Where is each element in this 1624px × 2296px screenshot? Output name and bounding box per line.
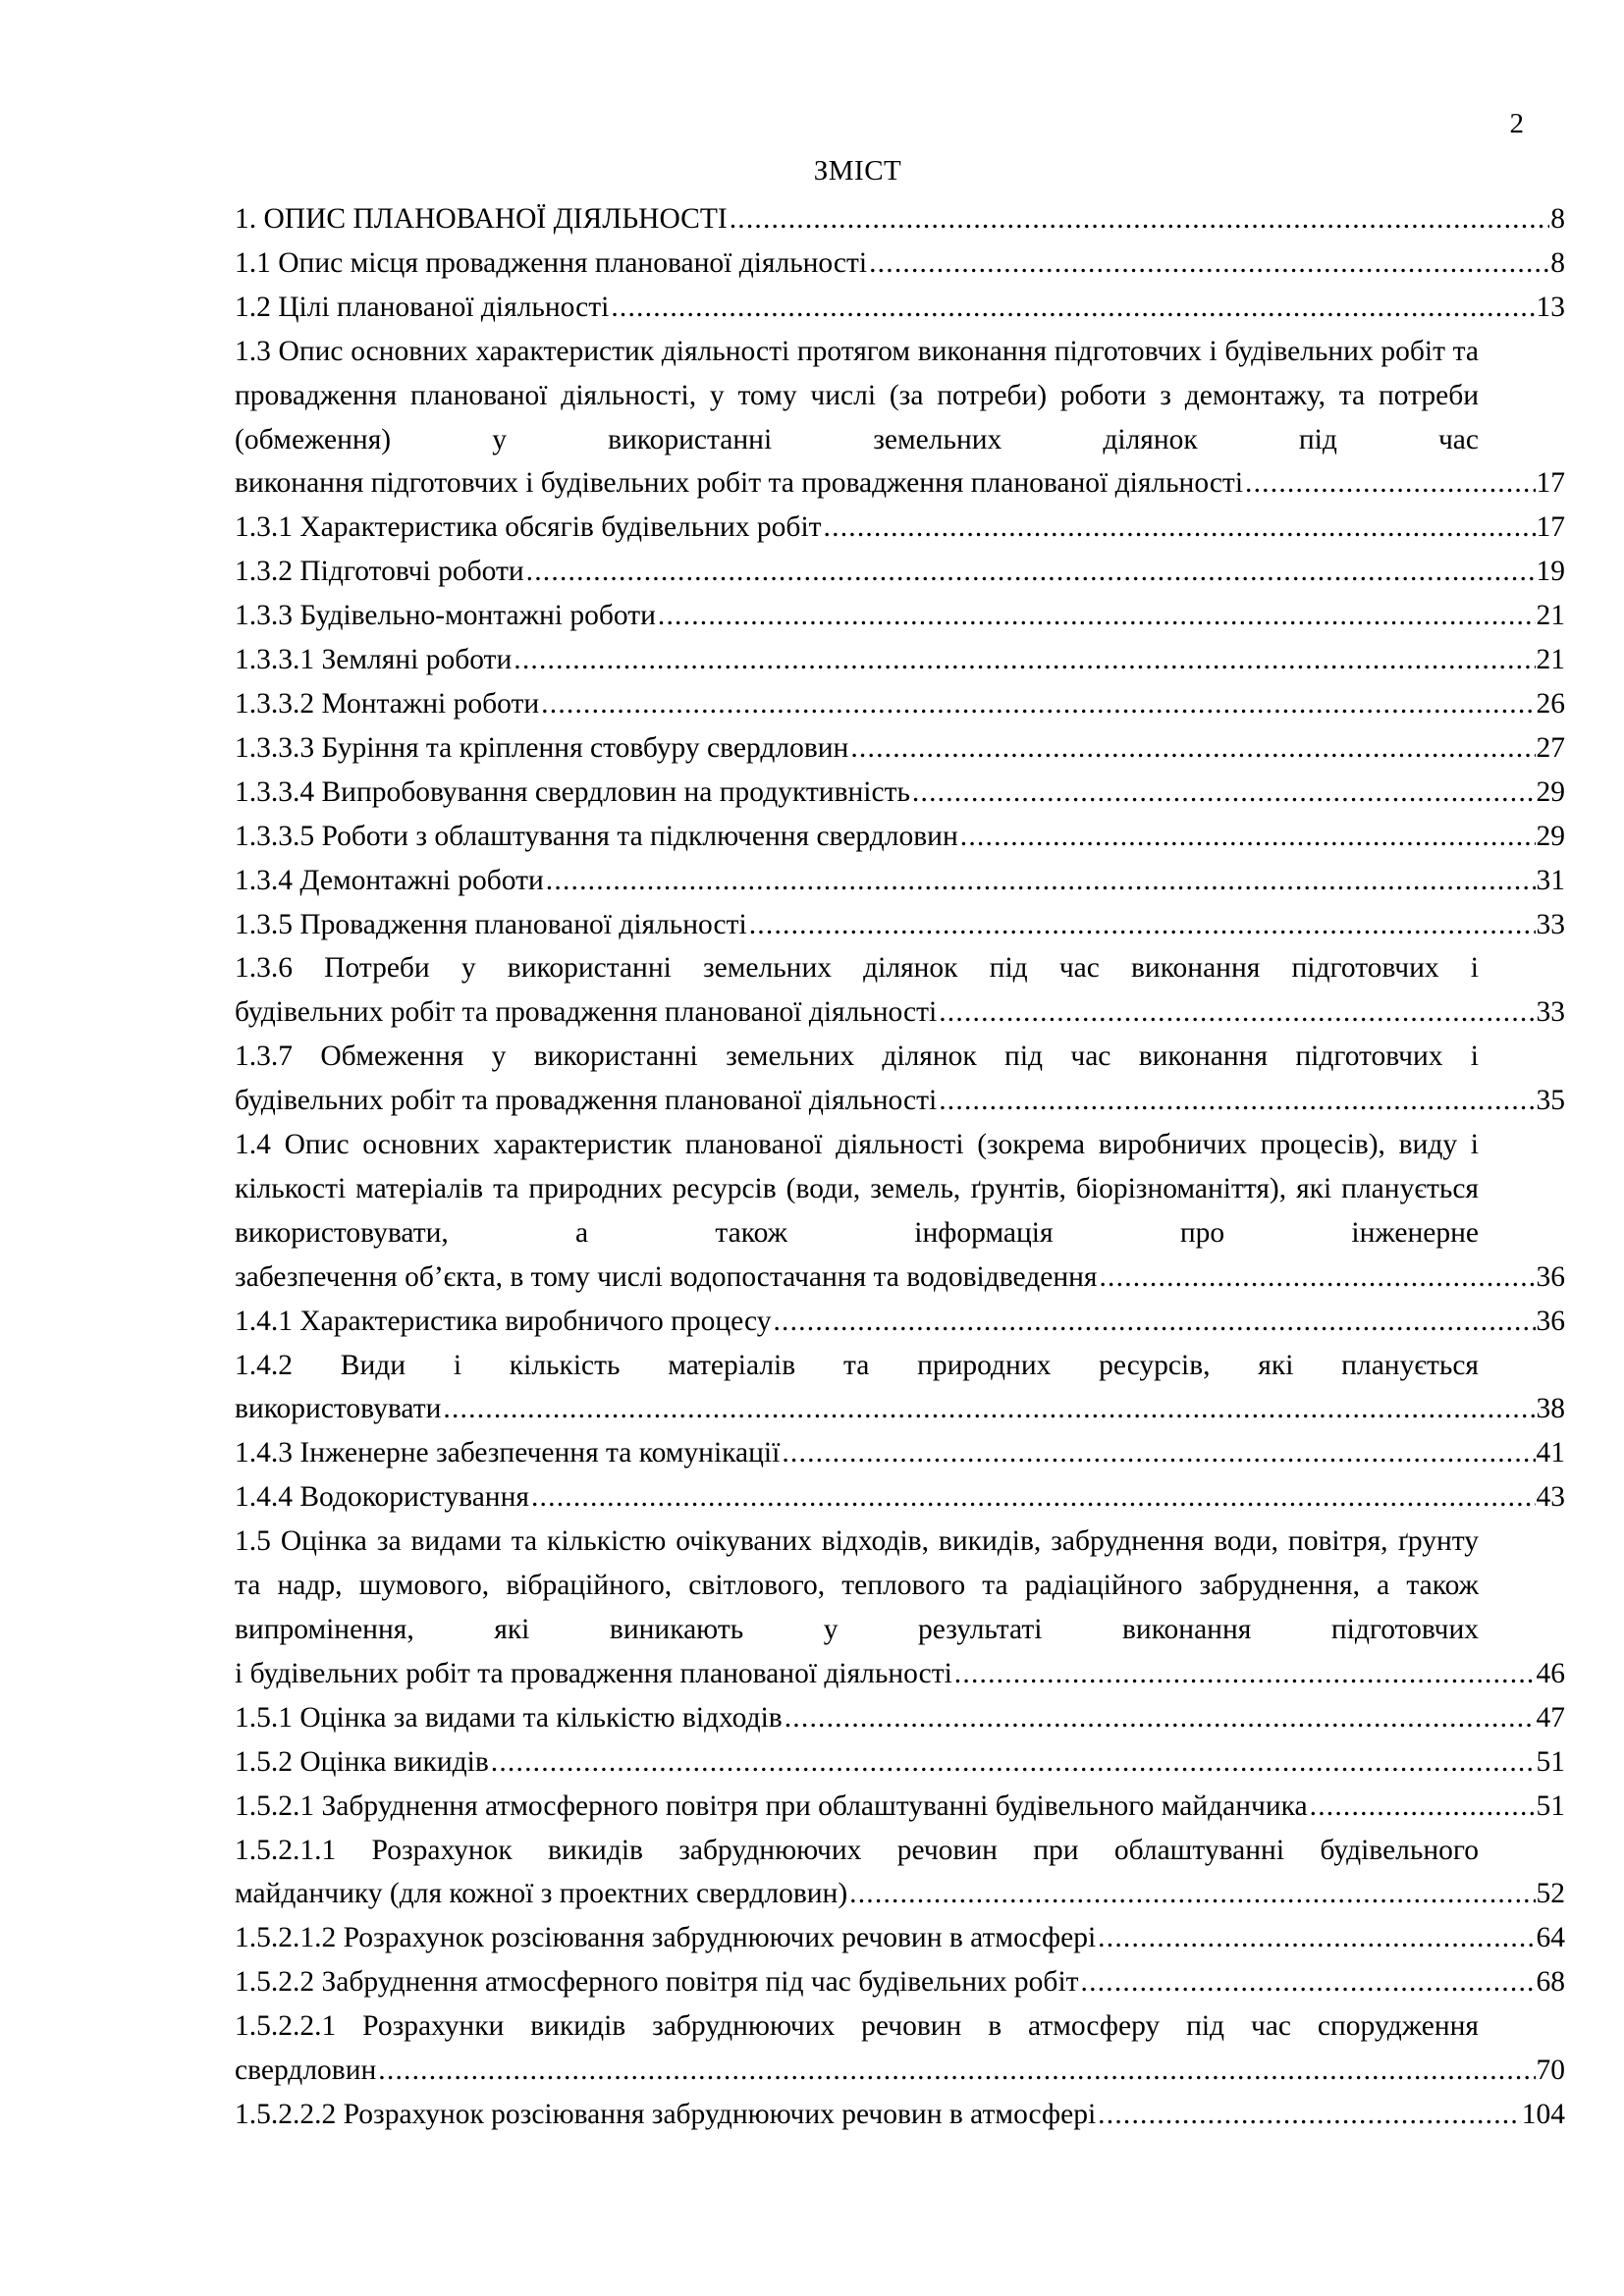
toc-entry[interactable] bbox=[235, 682, 1565, 726]
toc-entry-line bbox=[235, 594, 1565, 638]
toc-entry[interactable] bbox=[235, 1740, 1565, 1785]
toc-entry-line bbox=[235, 241, 1565, 286]
toc-entry-line bbox=[235, 461, 1565, 506]
toc-entry-page: 51 bbox=[1536, 1745, 1565, 1778]
dot-leader bbox=[541, 682, 1535, 726]
toc-entry-text: 1.5.1 Оцінка за видами та кількістю відходів bbox=[235, 1701, 783, 1734]
toc-entry-page: 21 bbox=[1536, 644, 1565, 676]
toc-entry[interactable] bbox=[235, 1344, 1565, 1432]
toc-entry-page: 33 bbox=[1536, 996, 1565, 1029]
dot-leader bbox=[1310, 1785, 1536, 1829]
dot-leader bbox=[749, 903, 1536, 947]
toc-entry-head: 1.5.2.2.1 Розрахунки викидів забруднюючих речовин в атмосферу під час спорудження bbox=[235, 2010, 1479, 2043]
toc-entry[interactable] bbox=[235, 2004, 1565, 2093]
dot-leader bbox=[939, 990, 1535, 1035]
toc-entry[interactable] bbox=[235, 1960, 1565, 2004]
dot-leader bbox=[869, 241, 1549, 286]
toc-entry-page: 38 bbox=[1536, 1393, 1565, 1425]
toc-entry-line bbox=[235, 903, 1565, 947]
dot-leader bbox=[850, 726, 1535, 771]
dot-leader bbox=[514, 638, 1535, 682]
dot-leader bbox=[546, 859, 1536, 903]
toc-entry-line bbox=[235, 1740, 1565, 1785]
toc-entry[interactable] bbox=[235, 1916, 1565, 1960]
toc-entry-text: 1. ОПИС ПЛАНОВАНОЇ ДІЯЛЬНОСТІ bbox=[235, 203, 728, 235]
toc-entry[interactable] bbox=[235, 506, 1565, 550]
toc-entry[interactable] bbox=[235, 815, 1565, 859]
toc-entry-page: 19 bbox=[1536, 556, 1565, 588]
toc-entry[interactable] bbox=[235, 286, 1565, 330]
toc-entry-page: 21 bbox=[1536, 600, 1565, 632]
dot-leader bbox=[526, 550, 1536, 594]
dot-leader bbox=[1245, 461, 1535, 506]
toc-entry-page: 31 bbox=[1536, 864, 1565, 896]
toc-entry[interactable] bbox=[235, 330, 1565, 507]
toc-entry-text: 1.3.3.3 Буріння та кріплення стовбуру свердловин bbox=[235, 731, 849, 764]
toc-entry[interactable] bbox=[235, 1785, 1565, 1829]
toc-entry[interactable] bbox=[235, 638, 1565, 682]
toc-entry[interactable] bbox=[235, 1431, 1565, 1475]
toc-entry-line bbox=[235, 1255, 1565, 1300]
toc-entry-page: 47 bbox=[1536, 1701, 1565, 1734]
toc-entry[interactable] bbox=[235, 1520, 1565, 1696]
toc-entry-text: 1.4.3 Інженерне забезпечення та комунікації bbox=[235, 1437, 781, 1469]
toc-entry-line bbox=[235, 815, 1565, 859]
toc-entry-text: будівельних робіт та провадження планованої діяльності bbox=[235, 1085, 938, 1117]
toc-entry-page: 35 bbox=[1536, 1085, 1565, 1117]
toc-entry-head: 1.3.7 Обмеження у використанні земельних ділянок під час виконання підготовчих і bbox=[235, 1041, 1479, 1073]
toc-entry-line bbox=[235, 859, 1565, 903]
toc-entry[interactable] bbox=[235, 2093, 1565, 2137]
dot-leader bbox=[531, 1475, 1536, 1520]
toc-entry[interactable] bbox=[235, 859, 1565, 903]
toc-entry[interactable] bbox=[235, 771, 1565, 815]
toc-entry-head: 1.5.2.1.1 Розрахунок викидів забруднюючих речовин при облаштуванні будівельного bbox=[235, 1834, 1479, 1866]
toc-entry[interactable] bbox=[235, 1829, 1565, 1917]
toc-entry-head: 1.4.2 Види і кількість матеріалів та природних ресурсів, які планується bbox=[235, 1349, 1479, 1381]
toc-entry[interactable] bbox=[235, 946, 1565, 1035]
dot-leader bbox=[773, 1300, 1535, 1344]
toc-entry-line bbox=[235, 771, 1565, 815]
toc-entry-line bbox=[235, 1431, 1565, 1475]
toc-title: ЗМІСТ bbox=[813, 155, 902, 187]
toc-entry-page: 27 bbox=[1536, 731, 1565, 764]
toc-entry-line bbox=[235, 1960, 1565, 2004]
dot-leader bbox=[658, 594, 1536, 638]
toc-entry-text: 1.2 Цілі планованої діяльності bbox=[235, 291, 610, 323]
dot-leader bbox=[782, 1431, 1535, 1475]
toc-entry-text: виконання підготовчих і будівельних робіт та провадження планованої діяльності bbox=[235, 467, 1244, 500]
table-of-contents bbox=[235, 197, 1565, 2137]
toc-entry-line bbox=[235, 1387, 1565, 1431]
toc-entry-page: 46 bbox=[1536, 1657, 1565, 1689]
toc-entry-text: 1.3.4 Демонтажні роботи bbox=[235, 864, 544, 896]
toc-entry-line bbox=[235, 286, 1565, 330]
toc-entry-page: 29 bbox=[1536, 775, 1565, 808]
toc-entry[interactable] bbox=[235, 594, 1565, 638]
toc-entry-line bbox=[235, 1696, 1565, 1740]
toc-entry-line bbox=[235, 638, 1565, 682]
toc-entry-line bbox=[235, 197, 1565, 241]
toc-entry-text: 1.3.3 Будівельно-монтажні роботи bbox=[235, 600, 656, 632]
toc-entry-page: 8 bbox=[1550, 203, 1565, 235]
dot-leader bbox=[824, 506, 1536, 550]
dot-leader bbox=[1098, 1916, 1535, 1960]
toc-entry-text: 1.3.3.2 Монтажні роботи bbox=[235, 687, 540, 720]
toc-entry-head: 1.3.6 Потреби у використанні земельних ділянок під час виконання підготовчих і bbox=[235, 952, 1479, 985]
toc-entry-text: 1.5.2 Оцінка викидів bbox=[235, 1745, 489, 1778]
toc-entry-text: 1.3.3.5 Роботи з облаштування та підключення свердловин bbox=[235, 820, 958, 852]
toc-entry-line bbox=[235, 2049, 1565, 2093]
toc-entry-page: 104 bbox=[1521, 2098, 1565, 2130]
toc-entry-line bbox=[235, 1300, 1565, 1344]
toc-entry-text: 1.5.2.1 Забруднення атмосферного повітря при облаштуванні будівельного майданчика bbox=[235, 1789, 1308, 1822]
toc-entry-line bbox=[235, 726, 1565, 771]
toc-entry-head: 1.3 Опис основних характеристик діяльності протягом виконання підготовчих і будівельних робіт та провадження планованої діяльності, у тому числі (за потреби) роботи з демонтажу, та потреби (обмеження) у використанні земельних ділянок під час bbox=[235, 335, 1479, 455]
toc-entry-page: 36 bbox=[1536, 1260, 1565, 1293]
toc-entry-text: 1.4.1 Характеристика виробничого процесу bbox=[235, 1305, 772, 1337]
toc-entry-page: 33 bbox=[1536, 908, 1565, 940]
dot-leader bbox=[611, 286, 1535, 330]
toc-entry[interactable] bbox=[235, 1300, 1565, 1344]
dot-leader bbox=[912, 771, 1536, 815]
toc-entry-head: 1.5 Оцінка за видами та кількістю очікуваних відходів, викидів, забруднення води, повітря, ґрунту та надр, шумового, вібраційного, світлового, теплового та радіаційного забруднення, а також випромінення, які виникають у результаті виконання підготовчих bbox=[235, 1525, 1479, 1645]
toc-entry-text: 1.5.2.1.2 Розрахунок розсіювання забруднюючих речовин в атмосфері bbox=[235, 1922, 1097, 1954]
toc-entry-text: і будівельних робіт та провадження планованої діяльності bbox=[235, 1657, 952, 1689]
toc-entry-text: 1.3.1 Характеристика обсягів будівельних робіт bbox=[235, 511, 822, 544]
toc-entry-line bbox=[235, 1652, 1565, 1696]
toc-entry-page: 26 bbox=[1536, 687, 1565, 720]
toc-entry-text: 1.3.3.4 Випробовування свердловин на продуктивність bbox=[235, 775, 910, 808]
toc-entry-page: 36 bbox=[1536, 1305, 1565, 1337]
dot-leader bbox=[378, 2049, 1535, 2093]
toc-entry-page: 41 bbox=[1536, 1437, 1565, 1469]
toc-entry-page: 68 bbox=[1536, 1966, 1565, 1999]
toc-entry-text: 1.4.4 Водокористування bbox=[235, 1481, 529, 1514]
toc-entry-page: 13 bbox=[1536, 291, 1565, 323]
toc-entry[interactable] bbox=[235, 550, 1565, 594]
toc-entry-text: забезпечення об’єкта, в тому числі водопостачання та водовідведення bbox=[235, 1260, 1098, 1293]
dot-leader bbox=[849, 1872, 1535, 1916]
toc-entry-page: 51 bbox=[1536, 1789, 1565, 1822]
toc-entry-page: 29 bbox=[1536, 820, 1565, 852]
toc-entry-line bbox=[235, 550, 1565, 594]
dot-leader bbox=[954, 1652, 1536, 1696]
page-number: 2 bbox=[1509, 108, 1524, 139]
toc-entry-text: будівельних робіт та провадження планованої діяльності bbox=[235, 996, 938, 1029]
toc-entry-text: 1.5.2.2 Забруднення атмосферного повітря під час будівельних робіт bbox=[235, 1966, 1079, 1999]
toc-entry-text: свердловин bbox=[235, 2055, 377, 2087]
toc-entry[interactable] bbox=[235, 1123, 1565, 1300]
dot-leader bbox=[491, 1740, 1536, 1785]
toc-entry[interactable] bbox=[235, 726, 1565, 771]
dot-leader bbox=[1099, 1255, 1535, 1300]
toc-entry-text: 1.3.2 Підготовчі роботи bbox=[235, 556, 524, 588]
toc-entry-page: 64 bbox=[1536, 1922, 1565, 1954]
toc-entry-line bbox=[235, 2093, 1565, 2137]
toc-entry-text: 1.1 Опис місця провадження планованої діяльності bbox=[235, 246, 868, 279]
toc-entry-page: 70 bbox=[1536, 2055, 1565, 2087]
toc-entry-text: 1.3.5 Провадження планованої діяльності bbox=[235, 908, 747, 940]
toc-entry[interactable] bbox=[235, 1696, 1565, 1740]
toc-entry[interactable] bbox=[235, 197, 1565, 241]
toc-entry-page: 17 bbox=[1536, 511, 1565, 544]
toc-entry-text: використовувати bbox=[235, 1393, 442, 1425]
dot-leader bbox=[1081, 1960, 1536, 2004]
toc-entry-line bbox=[235, 990, 1565, 1035]
toc-entry-page: 43 bbox=[1536, 1481, 1565, 1514]
toc-entry-line bbox=[235, 1872, 1565, 1916]
toc-entry-head: 1.4 Опис основних характеристик планованої діяльності (зокрема виробничих процесів), виду і кількості матеріалів та природних ресурсів (води, земель, ґрунтів, біорізноманіття), які планується використовувати, а також інформація про інженерне bbox=[235, 1129, 1479, 1249]
toc-entry-page: 52 bbox=[1536, 1878, 1565, 1910]
toc-entry-line bbox=[235, 1475, 1565, 1520]
dot-leader bbox=[939, 1079, 1535, 1123]
toc-entry-line bbox=[235, 1916, 1565, 1960]
toc-entry-text: 1.3.3.1 Земляні роботи bbox=[235, 644, 513, 676]
dot-leader bbox=[443, 1387, 1535, 1431]
dot-leader bbox=[960, 815, 1536, 859]
dot-leader bbox=[785, 1696, 1536, 1740]
toc-entry[interactable] bbox=[235, 1035, 1565, 1123]
toc-entry-text: майданчику (для кожної з проектних свердловин) bbox=[235, 1878, 848, 1910]
dot-leader bbox=[730, 197, 1550, 241]
toc-entry-line bbox=[235, 506, 1565, 550]
toc-entry-page: 17 bbox=[1536, 467, 1565, 500]
toc-entry-line bbox=[235, 1785, 1565, 1829]
toc-entry-line bbox=[235, 682, 1565, 726]
dot-leader bbox=[1098, 2093, 1521, 2137]
toc-entry-line bbox=[235, 1079, 1565, 1123]
toc-entry-text: 1.5.2.2.2 Розрахунок розсіювання забруднюючих речовин в атмосфері bbox=[235, 2098, 1097, 2130]
toc-entry[interactable] bbox=[235, 903, 1565, 947]
toc-entry-page: 8 bbox=[1550, 246, 1565, 279]
toc-entry[interactable] bbox=[235, 1475, 1565, 1520]
toc-entry[interactable] bbox=[235, 241, 1565, 286]
